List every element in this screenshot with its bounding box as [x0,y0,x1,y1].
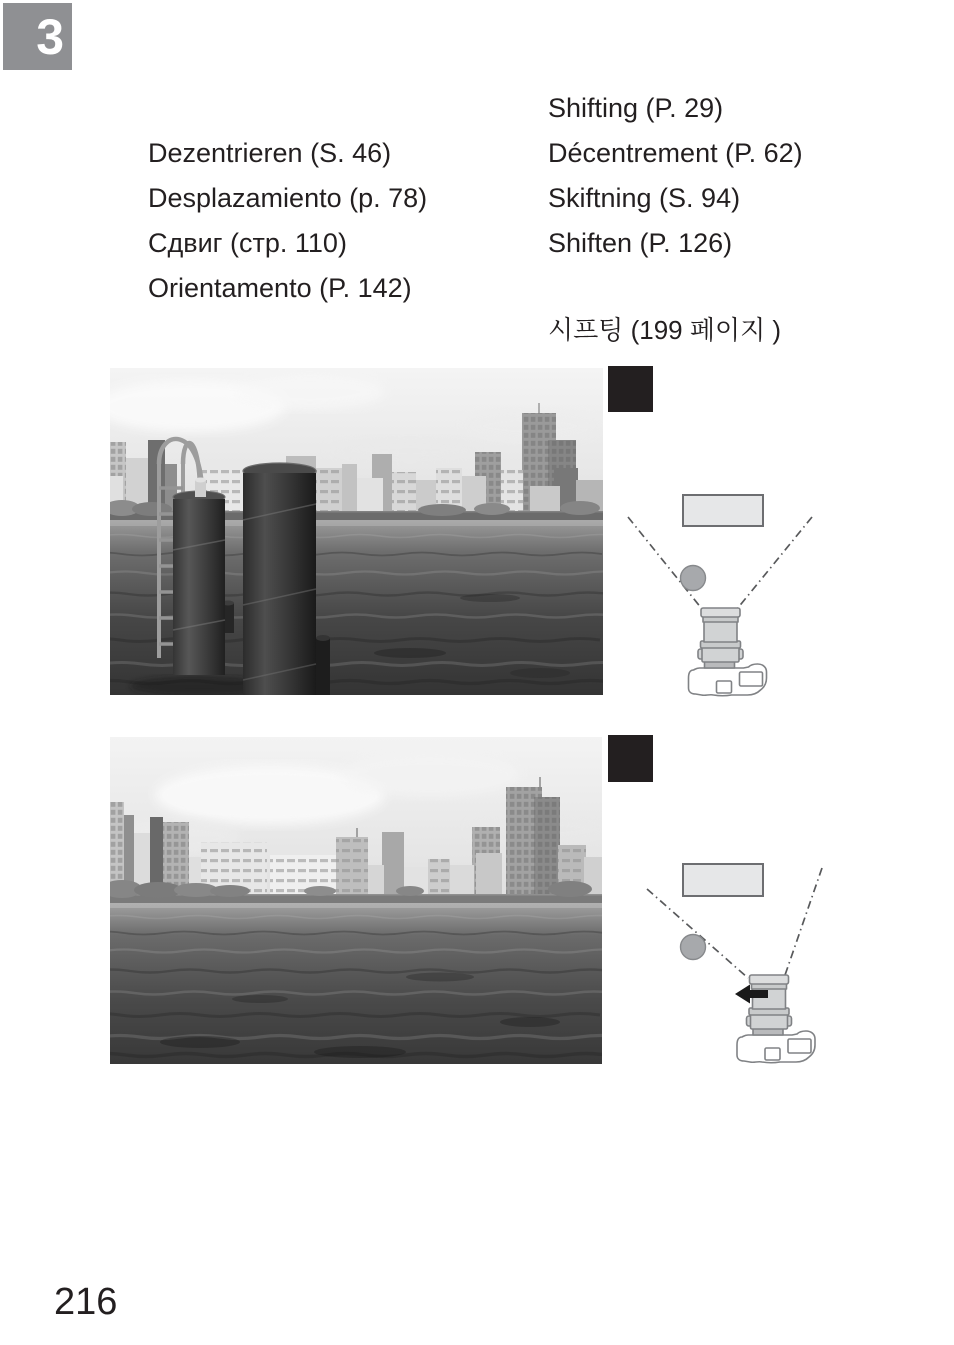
field-of-view-line-right [784,868,822,978]
toc-entry-shifting-ru: Сдвиг (стр. 110) [148,228,347,258]
obstacle-circle [681,935,706,960]
page-number: 216 [54,1281,118,1323]
photo-unshifted-svg [110,368,603,695]
field-of-view-line-left [628,517,702,609]
obstacle-circle [681,566,706,591]
mooring-pillars [173,463,330,695]
camera-top-view [689,608,767,696]
photo-shifted-view [110,737,602,1064]
field-of-view-line-right [737,517,812,609]
toc-entry-shifting-de: Dezentrieren (S. 46) [148,138,392,168]
toc-entry-shifting-es: Desplazamiento (p. 78) [148,183,428,213]
toc-entry-shifting-sv: Skiftning (S. 94) [548,183,741,213]
toc-entry-shifting-fr: Décentrement (P. 62) [548,138,803,168]
toc-entry-shifting-nl: Shiften (P. 126) [548,228,733,258]
chapter-tab [3,3,72,70]
figure-marker-square-bottom [608,735,653,782]
toc-entry-shifting-it: Orientamento (P. 142) [148,273,412,303]
subject-wall-rect [683,495,763,526]
photo-shifted-svg [110,737,602,1064]
toc-entry-shifting-ko: 시프팅 (199 페이지 ) [548,315,782,345]
photo-unshifted-view [110,368,603,695]
toc-column-right [548,86,803,266]
shift-diagram-after [615,855,835,1075]
toc-entry-shifting-en: Shifting (P. 29) [548,93,724,123]
water [110,903,602,1064]
figure-marker-square-top [608,366,653,412]
toc-column-left [148,131,427,311]
field-of-view-line-left [647,889,748,978]
chapter-number: 3 [36,8,64,65]
shift-diagram-before [615,488,825,700]
subject-wall-rect [683,864,763,896]
